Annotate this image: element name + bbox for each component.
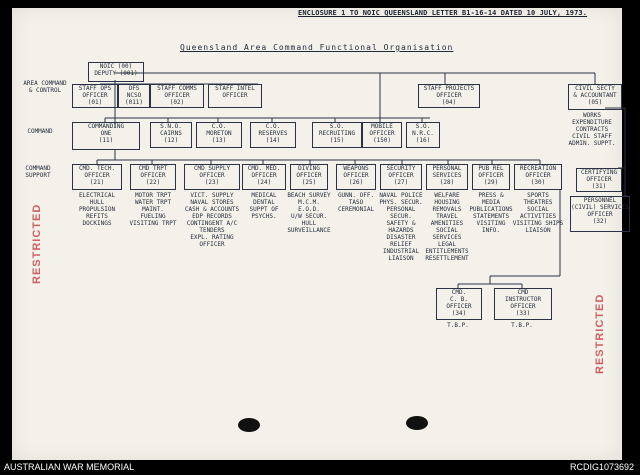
cmd-instructor-officer-label: CMD INSTRUCTOR OFFICER (33) [504,289,542,317]
tbp-label-right: T.B.P. [511,322,533,329]
cmd-cb-officer-label: CMD. C. B. OFFICER (34) [446,289,472,317]
support-officer-box [290,164,328,190]
restricted-stamp-right: RESTRICTED [594,293,606,374]
support-officer-label: RECREATION OFFICER (30) [519,165,557,186]
personnel-civil-services-label: PERSONNEL (CIVIL) SERVICES OFFICER (32) [571,197,629,225]
support-officer-box [130,164,176,190]
co-reserves-label: C.O. RESERVES (14) [258,123,288,144]
staff-projects-box [418,84,480,108]
support-officer-box [380,164,422,190]
support-officer-duties: SPORTS THEATRES SOCIAL ACTIVITIES VISITING SHIPS LIAISON [512,192,564,234]
support-officer-box [184,164,240,190]
certifying-officer-label: CERTIFYING OFFICER (31) [580,169,618,190]
cmd-cb-officer-box [436,288,482,320]
mobile-officer-label: MOBILE OFFICER (150) [369,123,395,144]
support-officer-label: SECURITY OFFICER (27) [386,165,416,186]
staff-projects-label: STAFF PROJECTS OFFICER (04) [423,85,475,106]
noic-box [88,62,144,82]
support-officer-duties: GUNN. OFF. TASO CEREMONIAL [337,192,375,213]
civil-secty-label: CIVIL SECTY & ACCOUNTANT (05) [573,85,617,106]
ofs-ncso-label: OFS NCSO (011) [124,85,144,106]
so-recruiting-label: S.O. RECRUITING (15) [318,123,356,144]
co-moreton-label: C.O. MORETON (13) [206,123,232,144]
support-officer-duties: WELFARE HOUSING REMOVALS TRAVEL AMENITIES SOCIAL SERVICES LEGAL ENTITLEMENTS RESETTLEMENT [425,192,469,262]
support-officer-duties: PRESS & MEDIA PUBLICATIONS STATEMENTS VISITING INFO. [469,192,513,234]
staff-intel-label: STAFF INTEL OFFICER [215,85,255,99]
mobile-officer-box [362,122,402,148]
civil-secty-box [568,84,622,110]
so-nrc-label: S.O. N.R.C. (16) [412,123,434,144]
sno-cairns-box [150,122,192,148]
staff-intel-box [208,84,262,108]
noic-label: NOIC (00) DEPUTY (001) [94,63,138,77]
support-officer-box [242,164,286,190]
staff-ops-label: STAFF OPS OFFICER (01) [78,85,112,106]
support-officer-duties: VICT. SUPPLY NAVAL STORES CASH & ACCOUNTS EDP RECORDS CONTINGENT A/C TENDERS EXPL. RATING OFFICER [184,192,240,248]
support-officer-label: DIVING OFFICER (25) [296,165,322,186]
cmd-instructor-officer-box [494,288,552,320]
support-officer-box [72,164,122,190]
co-reserves-box [250,122,296,148]
support-officer-duties: ELECTRICAL HULL PROPULSION REFITS DOCKINGS [78,192,116,227]
support-officer-duties: MOTOR TRPT WATER TRPT MAINT. FUELING VISITING TRPT [129,192,177,227]
certifying-officer-box [576,168,622,192]
support-officer-box [336,164,376,190]
document-header: ENCLOSURE 1 TO NOIC QUEENSLAND LETTER B1-16-14 DATED 10 JULY, 1973. [298,9,588,17]
support-officer-duties: BEACH SURVEY M.C.M. E.O.D. U/W SECUR. HULL SURVEILLANCE [287,192,331,234]
support-officer-label: CMD. MED. OFFICER (24) [247,165,281,186]
row-label-command: COMMAND [27,128,53,135]
support-officer-label: CMD SUPPLY OFFICER (23) [193,165,231,186]
chart-title: Queensland Area Command Functional Organisation [180,43,454,52]
staff-ops-box [72,84,118,108]
sno-cairns-label: S.N.O. CAIRNS (12) [160,123,182,144]
civil-secty-duties: WORKS EXPENDITURE CONTRACTS CIVIL STAFF ADMIN. SUPPT. [568,112,616,147]
row-label-command-support: COMMAND SUPPORT [25,165,51,179]
footer-institution: AUSTRALIAN WAR MEMORIAL [4,462,135,472]
support-officer-label: CMD. TECH. OFFICER (21) [78,165,116,186]
commanding-one-box [72,122,140,150]
footer-record-id: RCDIG1073692 [569,462,634,472]
support-officer-label: PERSONAL SERVICES (28) [432,165,462,186]
commanding-one-label: COMMANDING ONE (11) [87,123,125,144]
staff-comms-label: STAFF COMMS OFFICER (02) [157,85,197,106]
support-officer-duties: MEDICAL DENTAL SUPPT OF PSYCHS. [249,192,279,220]
co-moreton-box [196,122,242,148]
support-officer-box [426,164,468,190]
so-recruiting-box [312,122,362,148]
support-officer-label: PUB REL OFFICER (29) [478,165,504,186]
punch-hole-left [238,418,260,432]
support-officer-box [472,164,510,190]
staff-comms-box [150,84,204,108]
row-label-area-command: AREA COMMAND & CONTROL [23,80,67,94]
support-officer-label: WEAPONS OFFICER (26) [343,165,369,186]
support-officer-label: CMD TRPT OFFICER (22) [138,165,168,186]
punch-hole-right [406,416,428,430]
ofs-ncso-box [118,84,150,108]
support-officer-box [514,164,562,190]
restricted-stamp-left: RESTRICTED [31,203,43,284]
tbp-label-left: T.B.P. [447,322,469,329]
personnel-civil-services-box [570,196,630,232]
support-officer-duties: NAVAL POLICE PHYS. SECUR. PERSONAL SECUR. SAFETY & HAZARDS DISASTER RELIEF INDUSTRIAL LIAISON [379,192,423,262]
so-nrc-box [406,122,440,148]
